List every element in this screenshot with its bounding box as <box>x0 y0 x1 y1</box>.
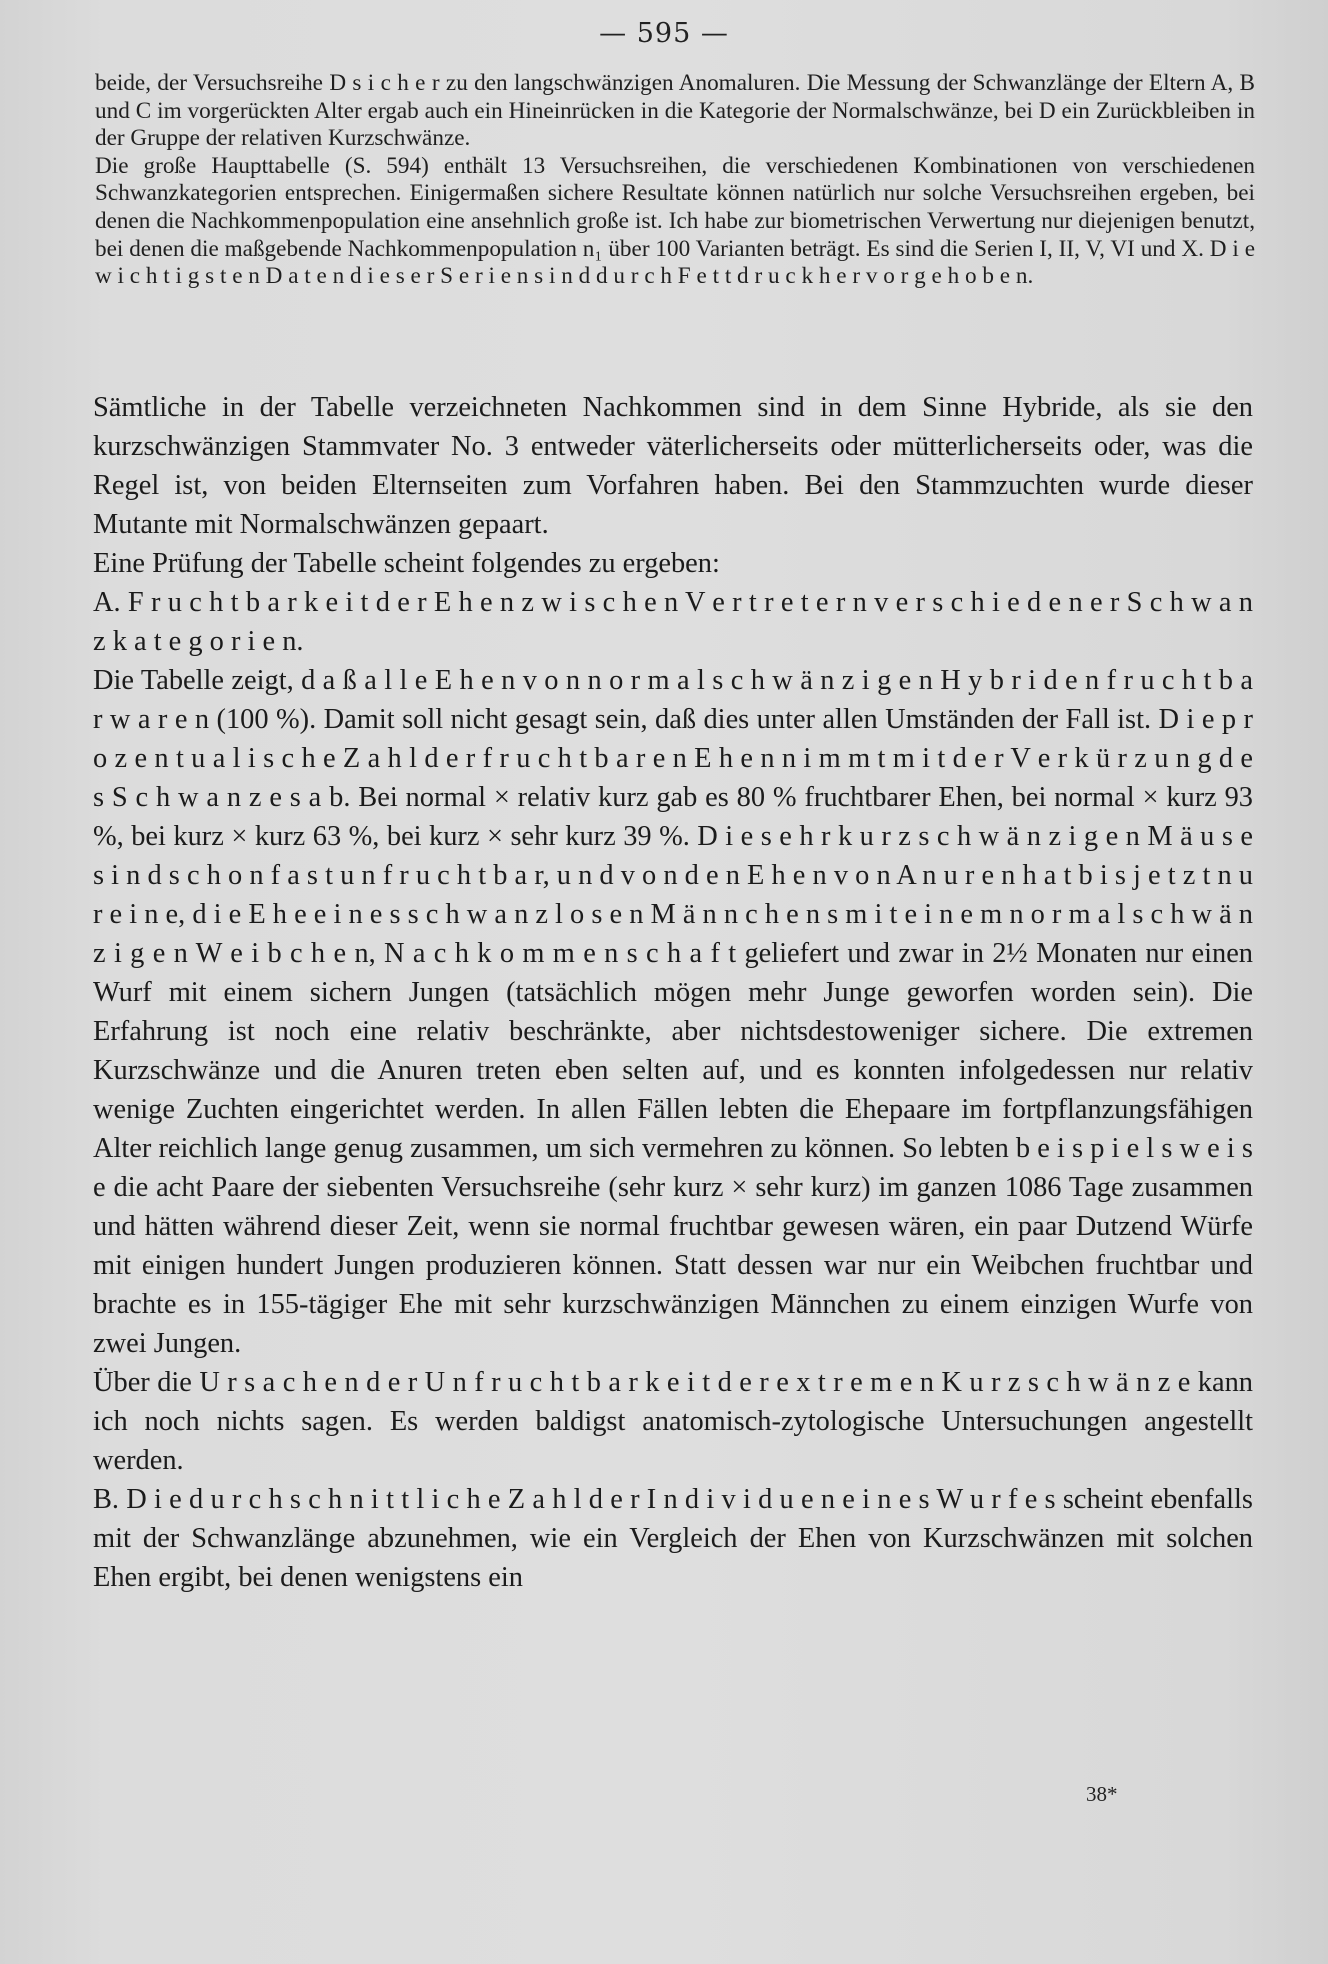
paragraph-fruchtbarkeit: Die Tabelle zeigt, d a ß a l l e E h e n v o n n o r m a l s c h w ä n z i g e n H y b r i d e n f r u c h t b a r w a r e n (100 %). Damit soll nicht gesagt sein, daß dies unter allen Umständen der Fall ist. D i e p r o z e n t u a l i s c h e Z a h l d e r f r u c h t b a r e n E h e n n i m m t m i t d e r V e r k ü r z u n g d e s S c h w a n z e s a b. Bei normal × relativ kurz gab es 80 % fruchtbarer Ehen, bei normal × kurz 93 %, bei kurz × kurz 63 %, bei kurz × sehr kurz 39 %. D i e s e h r k u r z s c h w ä n z i g e n M ä u s e s i n d s c h o n f a s t u n f r u c h t b a r, u n d v o n d e n E h e n v o n A n u r e n h a t b i s j e t z t n u r e i n e, d i e E h e e i n e s s c h w a n z l o s e n M ä n n c h e n s m i t e i n e m n o r m a l s c h w ä n z i g e n W e i b c h e n, N a c h k o m m e n s c h a f t geliefert und zwar in 2½ Monaten nur einen Wurf mit einem sichern Jungen (tatsächlich mögen mehr Junge geworfen worden sein). Die Erfahrung ist noch eine relativ beschränkte, aber nichtsdestoweniger sichere. Die extremen Kurzschwänze und die Anuren treten eben selten auf, und es konnten infolgedessen nur relativ wenige Zuchten eingerichtet werden. In allen Fällen lebten die Ehepaare im fortpflanzungsfähigen Alter reichlich lange genug zusammen, um sich vermehren zu können. So lebten b e i s p i e l s w e i s e die acht Paare der siebenten Versuchsreihe (sehr kurz × sehr kurz) im ganzen 1086 Tage zusammen und hätten während dieser Zeit, wenn sie normal fruchtbar gewesen wären, ein paar Dutzend Würfe mit einigen hundert Jungen produzieren können. Statt dessen war nur ein Weibchen fruchtbar und brachte es in 155-tägiger Ehe mit sehr kurzschwänzigen Männchen zu einem einzigen Wurfe von zwei Jungen. <box>93 665 1253 1359</box>
main-text-section <box>93 388 1253 1597</box>
section-heading-b: B. D i e d u r c h s c h n i t t l i c h e Z a h l d e r I n d i v i d u e n e i n e s W u r f e s scheint ebenfalls mit der Schwanzlänge abzunehmen, wie ein Vergleich der Ehen von Kurzschwänzen mit solchen Ehen ergibt, bei denen wenigstens ein <box>93 1484 1253 1593</box>
small-paragraph-1: beide, der Versuchsreihe D s i c h e r zu den langschwänzigen Anomaluren. Die Messung der Schwanzlänge der Eltern A, B und C im vorgerückten Alter ergab auch ein Hineinrücken in die Kategorie der Normalschwänze, bei D ein Zurückbleiben in der Gruppe der relativen Kurzschwänze. <box>95 70 1255 152</box>
small-paragraph-2: Die große Haupttabelle (S. 594) enthält 13 Versuchsreihen, die verschiedenen Kombinationen von verschiedenen Schwanzkategorien entsprechen. Einigermaßen sichere Resultate können natürlich nur solche Versuchsreihen ergeben, bei denen die Nachkommenpopulation eine ansehnlich große ist. Ich habe zur biometrischen Verwertung nur diejenigen benutzt, bei denen die maßgebende Nachkommenpopulation n₁ über 100 Varianten beträgt. Es sind die Serien I, II, V, VI und X. D i e w i c h t i g s t e n D a t e n d i e s e r S e r i e n s i n d d u r c h F e t t d r u c k h e r v o r g e h o b e n. <box>95 152 1255 290</box>
paragraph-ursachen: Über die U r s a c h e n d e r U n f r u c h t b a r k e i t d e r e x t r e m e n K u r z s c h w ä n z e kann ich noch nichts sagen. Es werden baldigst anatomisch-zytologische Untersuchungen angestellt werden. <box>93 1367 1253 1476</box>
section-heading-a: A. F r u c h t b a r k e i t d e r E h e n z w i s c h e n V e r t r e t e r n v e r s c h i e d e n e r S c h w a n z k a t e g o r i e n. <box>93 587 1253 657</box>
small-print-section <box>95 70 1255 291</box>
paragraph-pruefung: Eine Prüfung der Tabelle scheint folgendes zu ergeben: <box>93 548 720 579</box>
paragraph-hybride: Sämtliche in der Tabelle verzeichneten Nachkommen sind in dem Sinne Hybride, als sie den kurzschwänzigen Stammvater No. 3 entweder väterlicherseits oder mütterlicherseits oder, was die Regel ist, von beiden Elternseiten zum Vorfahren haben. Bei den Stammzuchten wurde dieser Mutante mit Normalschwänzen gepaart. <box>93 392 1253 540</box>
signature-mark: 38* <box>1086 1782 1118 1806</box>
page-number: — 595 — <box>599 18 729 49</box>
